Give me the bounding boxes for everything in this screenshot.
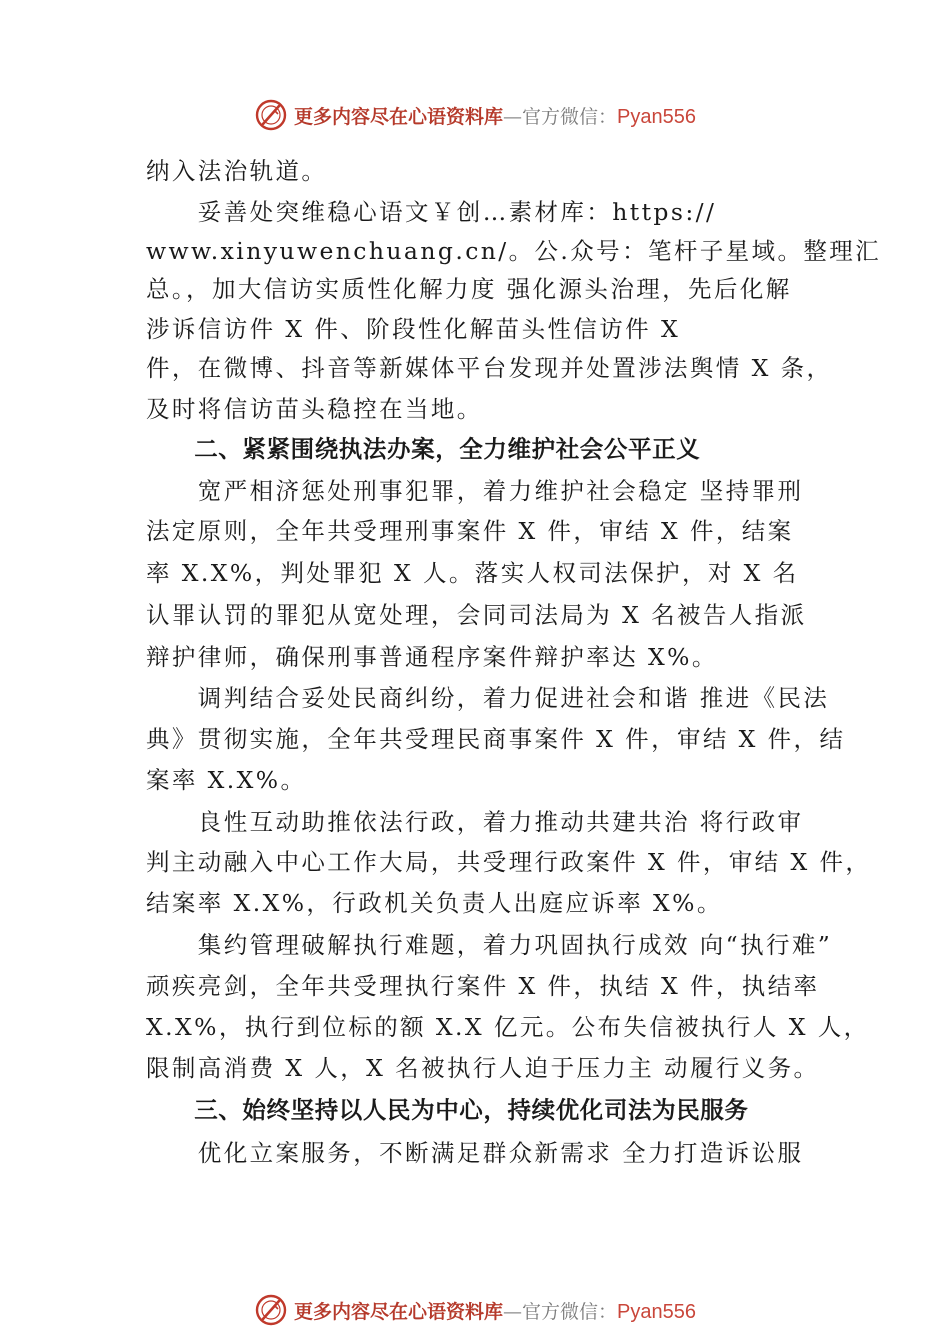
body-line: 辩护律师，确保刑事普通程序案件辩护率达 X%。 bbox=[146, 643, 718, 671]
body-line: 纳入法治轨道。 bbox=[146, 157, 328, 185]
footer-official-label: 官方微信： bbox=[522, 1300, 618, 1323]
body-line: 宽严相济惩处刑事犯罪，着力维护社会稳定 坚持罪刑 bbox=[146, 477, 804, 505]
body-line: 件，在微博、抖音等新媒体平台发现并处置涉法舆情 X 条， bbox=[146, 354, 833, 382]
section-heading: 三、始终坚持以人民为中心，持续优化司法为民服务 bbox=[146, 1096, 749, 1124]
seal-logo-icon bbox=[254, 98, 288, 132]
body-line: 调判结合妥处民商纠纷，着力促进社会和谐 推进《民法 bbox=[146, 684, 830, 712]
body-line: 认罪认罚的罪犯从宽处理，会同司法局为 X 名被告人指派 bbox=[146, 601, 807, 629]
body-line: 判主动融入中心工作大局，共受理行政案件 X 件，审结 X 件， bbox=[146, 848, 872, 876]
footer-banner-text bbox=[294, 1297, 696, 1324]
body-line: 优化立案服务，不断满足群众新需求 全力打造诉讼服 bbox=[146, 1139, 804, 1167]
body-line: 法定原则，全年共受理刑事案件 X 件，审结 X 件，结案 bbox=[146, 517, 794, 545]
seal-logo-icon bbox=[254, 1293, 288, 1327]
body-line: 限制高消费 X 人，X 名被执行人迫于压力主 动履行义务。 bbox=[146, 1054, 820, 1082]
header-dash: — bbox=[503, 105, 523, 128]
body-line: 结案率 X.X%，行政机关负责人出庭应诉率 X%。 bbox=[146, 889, 723, 917]
header-wechat-id: Pyan556 bbox=[617, 105, 696, 128]
body-line: 涉诉信访件 X 件、阶段性化解苗头性信访件 X bbox=[146, 315, 681, 343]
body-line: X.X%，执行到位标的额 X.X 亿元。公布失信被执行人 X 人， bbox=[146, 1013, 870, 1041]
body-line: 案率 X.X%。 bbox=[146, 766, 307, 794]
body-line: 妥善处突维稳心语文￥创…素材库：https:// bbox=[146, 198, 717, 226]
section-heading: 二、紧紧围绕执法办案，全力维护社会公平正义 bbox=[146, 435, 701, 463]
header-banner-text bbox=[294, 102, 696, 129]
body-line: 良性互动助推依法行政，着力推动共建共治 将行政审 bbox=[146, 808, 804, 836]
header-banner bbox=[0, 92, 950, 138]
header-brand: 更多内容尽在心语资料库 bbox=[294, 105, 504, 128]
header-official-label: 官方微信： bbox=[522, 105, 618, 128]
body-line: 及时将信访苗头稳控在当地。 bbox=[146, 395, 483, 423]
footer-dash: — bbox=[503, 1300, 523, 1323]
footer-wechat-id: Pyan556 bbox=[617, 1300, 696, 1323]
body-line: 率 X.X%，判处罪犯 X 人。落实人权司法保护，对 X 名 bbox=[146, 559, 799, 587]
body-line: 总。，加大信访实质性化解力度 强化源头治理，先后化解 bbox=[146, 275, 792, 303]
body-line: 集约管理破解执行难题，着力巩固执行成效 向“执行难” bbox=[146, 931, 833, 959]
body-line: 典》贯彻实施，全年共受理民商事案件 X 件，审结 X 件，结 bbox=[146, 725, 846, 753]
body-line: 顽疾亮剑，全年共受理执行案件 X 件，执结 X 件，执结率 bbox=[146, 972, 820, 1000]
footer-brand: 更多内容尽在心语资料库 bbox=[294, 1300, 504, 1323]
body-line: www.xinyuwenchuang.cn/。公.众号：笔杆子星域。整理汇 bbox=[146, 237, 882, 265]
footer-banner bbox=[0, 1287, 950, 1333]
